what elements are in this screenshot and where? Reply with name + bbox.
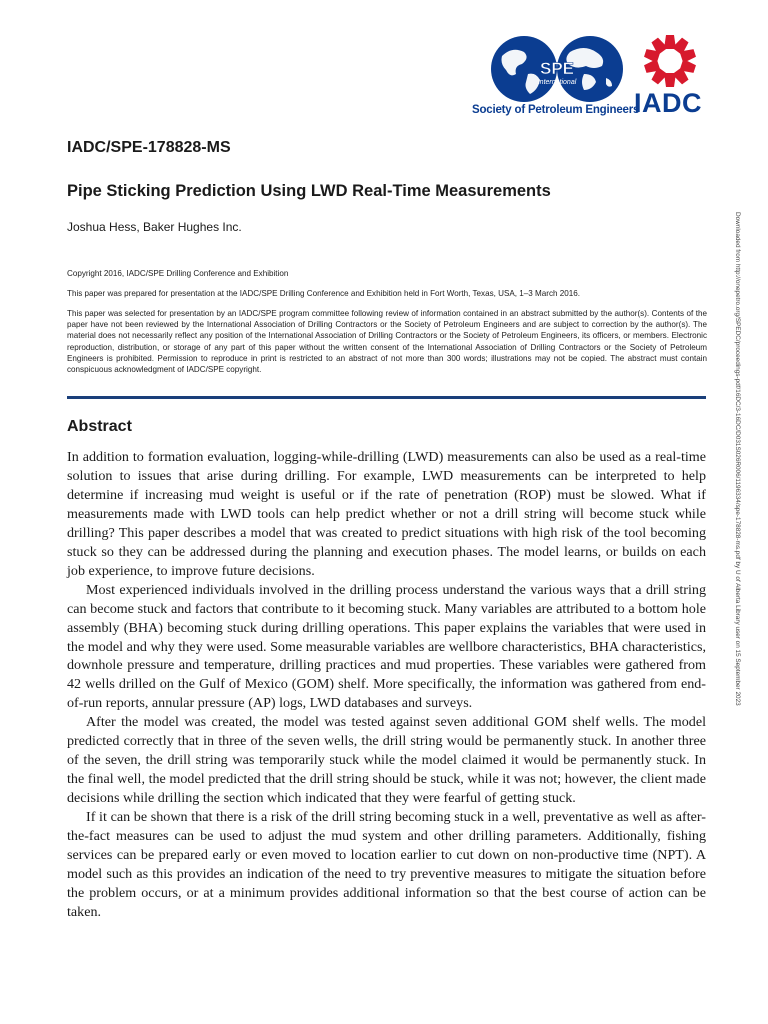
abstract-paragraph: In addition to formation evaluation, logging-while-drilling (LWD) measurements can also be used as a real-time solution to issues that arise during drilling. For example, LWD measurements can be interpreted to help determine if increasing mud weight is useful or if the rate of penetration (ROP) must be slowed. What if measurements made with LWD tools can help predict whether or not a drill string will become stuck while drilling? This paper describes a model that was created to predict situations with high risk of the tool becoming stuck so they can be addressed during the planning and execution phases. The model learns, or builds on each job experience, to improve future decisions. xyxy=(67,449,706,579)
abstract-paragraph: After the model was created, the model was tested against seven additional GOM shelf wells. The model predicted correctly that in three of the seven wells, the drill string would be permanently stuck. In another three of the seven, the drill string was temporarily stuck while the model claimed it would be permanently stuck. In the final well, the model predicted that the drill string should be stuck, while it was not; however, the client made decisions while drilling the section which indicated that they were fearful of getting stuck. xyxy=(67,714,706,807)
paper-id: IADC/SPE-178828-MS xyxy=(67,139,231,156)
author-line: Joshua Hess, Baker Hughes Inc. xyxy=(67,220,242,234)
spe-caption: Society of Petroleum Engineers xyxy=(472,104,640,116)
disclaimer-notice: This paper was selected for presentation by an IADC/SPE program committee following review of information contained in an abstract submitted by the author(s). Contents of the paper have not been reviewed by the International Association of Drilling Contractors or the Society of Petroleum Engineers and are subject to correction by the author(s). The material does not necessarily reflect any position of the International Association of Drilling Contractors or the Society of Petroleum Engineers, its officers, or members. Electronic reproduction, distribution, or storage of any part of this paper without the written consent of the International Association of Drilling Contractors or the Society of Petroleum Engineers is prohibited. Permission to reproduce in print is restricted to an abstract of not more than 300 words; illustrations may not be copied. The abstract must contain conspicuous acknowledgment of IADC/SPE copyright. xyxy=(67,309,707,375)
iadc-logo-text: IADC xyxy=(634,88,702,118)
abstract-paragraph: Most experienced individuals involved in the drilling process understand the various ways that a drill string can become stuck and factors that contribute to it becoming stuck. Many variables are attributed to a bottom hole assembly (BHA) becoming stuck during drilling operations. This paper explains the variables that were used in the model and why they were used. Some measurable variables are wellbore characteristics, BHA characteristics, downhole pressure and temperature, drilling practices and mud properties. These variables were gathered from 42 wells drilled on the Gulf of Mexico (GOM) shelf. More specifically, the information was gathered from end-of-run reports, annular pressure (AP) logs, LWD databases and surveys. xyxy=(67,581,706,712)
abstract-paragraph: If it can be shown that there is a risk of the drill string becoming stuck in a well, preventative as well as after-the-fact measures can be used to adjust the mud system and other drilling parameters. Additionally, fishing services can be prepared early or even moved to location earlier to cut down on non-productive time (NPT). A model such as this provides an indication of the need to try preventive measures to mitigate the situation before the problem occurs, or at a minimum provides additional information so that the best course of action can be taken. xyxy=(67,809,706,920)
abstract-body xyxy=(67,448,706,922)
presentation-notice: This paper was prepared for presentation at the IADC/SPE Drilling Conference and Exhibition held in Fort Worth, Texas, USA, 1–3 March 2016. xyxy=(67,289,581,298)
spe-globe-logo xyxy=(488,34,628,104)
download-side-note: Downloaded from http://onepetro.org/SPEDC/proceedings-pdf/16DC/3-16DC/D031S026R006/1196334/spe-178828-ms.pdf by U of Alberta Library user on 15 September 2023 xyxy=(734,212,741,706)
spe-logo-text: SPE xyxy=(539,59,575,78)
iadc-logo-mark xyxy=(638,32,702,90)
copyright-notice: Copyright 2016, IADC/SPE Drilling Conference and Exhibition xyxy=(67,269,289,278)
section-divider xyxy=(67,396,706,399)
paper-title: Pipe Sticking Prediction Using LWD Real-Time Measurements xyxy=(67,182,551,200)
abstract-heading: Abstract xyxy=(67,418,132,435)
header-logos xyxy=(470,26,710,126)
spe-logo-subtext: International xyxy=(537,79,577,86)
